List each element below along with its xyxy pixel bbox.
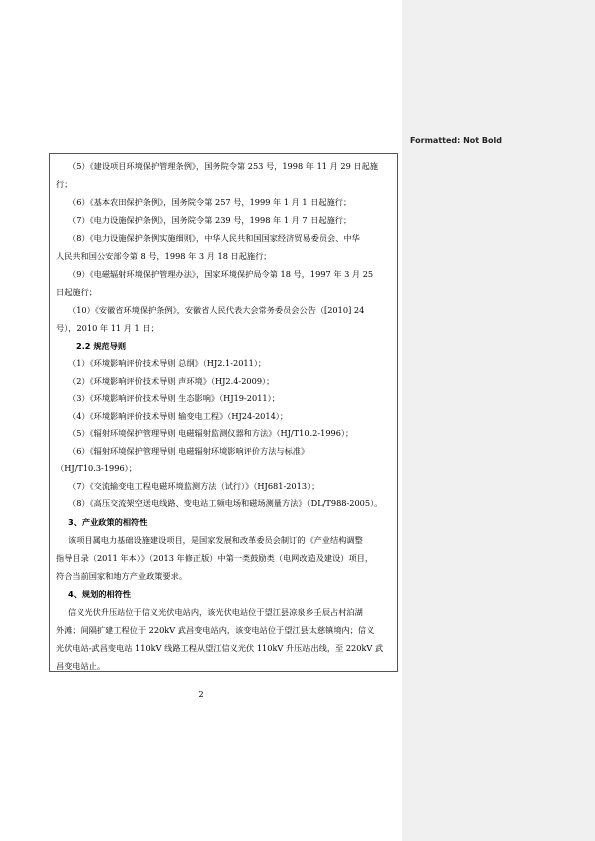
text-line: 信义光伏升压站位于信义光伏电站内，该光伏电站位于望江县凉泉乡壬辰占村泊湖 xyxy=(68,606,363,617)
page-number: 2 xyxy=(198,690,204,699)
document-body xyxy=(56,157,392,675)
section-heading: 2.2 规范导则 xyxy=(76,341,127,351)
text-line: （6）《基本农田保护条例》，国务院令第 257 号，1999 年 1 月 1 日起施行； xyxy=(68,197,352,207)
section-heading: 3、产业政策的相符性 xyxy=(68,516,148,527)
text-line: （8）《电力设施保护条例实施细则》，中华人民共和国国家经济贸易委员会、中华 xyxy=(68,233,360,243)
text-line: （4）《环境影响评价技术导则 输变电工程》（HJ24-2014）； xyxy=(68,410,289,421)
text-line: 日起施行； xyxy=(56,287,97,297)
text-line: （2）《环境影响评价技术导则 声环境》（HJ2.4-2009）； xyxy=(68,375,275,386)
text-line: （7）《交流输变电工程电磁环境监测方法（试行）》（HJ681-2013）； xyxy=(68,480,320,491)
text-line: （5）《辐射环境保护管理导则 电磁辐射监测仪器和方法》（HJ/T10.2-1996）； xyxy=(68,428,354,438)
text-line: （7）《电力设施保护条例》，国务院令第 239 号，1998 年 1 月 7 日起施行； xyxy=(68,215,352,225)
text-line: （9）《电磁辐射环境保护管理办法》，国家环境保护局令第 18 号，1997 年 3 月 25 xyxy=(68,269,374,279)
text-line: 指导目录（2011 年本）》（2013 年修正版）中第一类鼓励类（电网改造及建设）项目， xyxy=(56,552,374,563)
text-line: （HJ/T10.3-1996）； xyxy=(56,463,137,473)
text-line: （5）《建设项目环境保护管理条例》，国务院令第 253 号，1998 年 11 月 29 日起施 xyxy=(68,161,378,171)
text-line: 号），2010 年 11 月 1 日； xyxy=(56,323,159,333)
text-line: 符合当前国家和地方产业政策要求。 xyxy=(56,570,188,581)
text-line: 人民共和国公安部令第 8 号，1998 年 3 月 18 日起施行； xyxy=(56,251,272,261)
text-line: （10）《安徽省环境保护条例》，安徽省人民代表大会常务委员会公告（[2010] 24 xyxy=(68,305,365,315)
section-heading: 4、规划的相符性 xyxy=(68,588,132,599)
text-line: （1）《环境影响评价技术导则 总纲》（HJ2.1-2011）； xyxy=(68,358,267,368)
text-line: （6）《辐射环境保护管理导则 电磁辐射环境影响评价方法与标准》 xyxy=(68,445,310,456)
text-line: （3）《环境影响评价技术导则 生态影响》（HJ19-2011）； xyxy=(68,393,280,403)
text-line: 光伏电站-武昌变电站 110kV 线路工程从望江信义光伏 110kV 升压站出线，至 220kV 武 xyxy=(56,642,384,653)
text-line: 行； xyxy=(56,179,73,189)
text-line: （8）《高压交流架空送电线路、变电站工频电场和磁场测量方法》（DL/T988-2005）。 xyxy=(68,498,383,508)
text-line: 外滩；间隔扩建工程位于 220kV 武昌变电站内，该变电站位于望江县太慈镇境内；信义 xyxy=(56,624,375,635)
comment-sidebar xyxy=(402,0,595,841)
text-line: 该项目属电力基础设施建设项目，是国家发展和改革委员会制订的《产业结构调整 xyxy=(68,534,363,545)
comment-sidebar-title: Formatted: Not Bold xyxy=(410,136,502,145)
text-line: 昌变电站止。 xyxy=(56,660,106,671)
